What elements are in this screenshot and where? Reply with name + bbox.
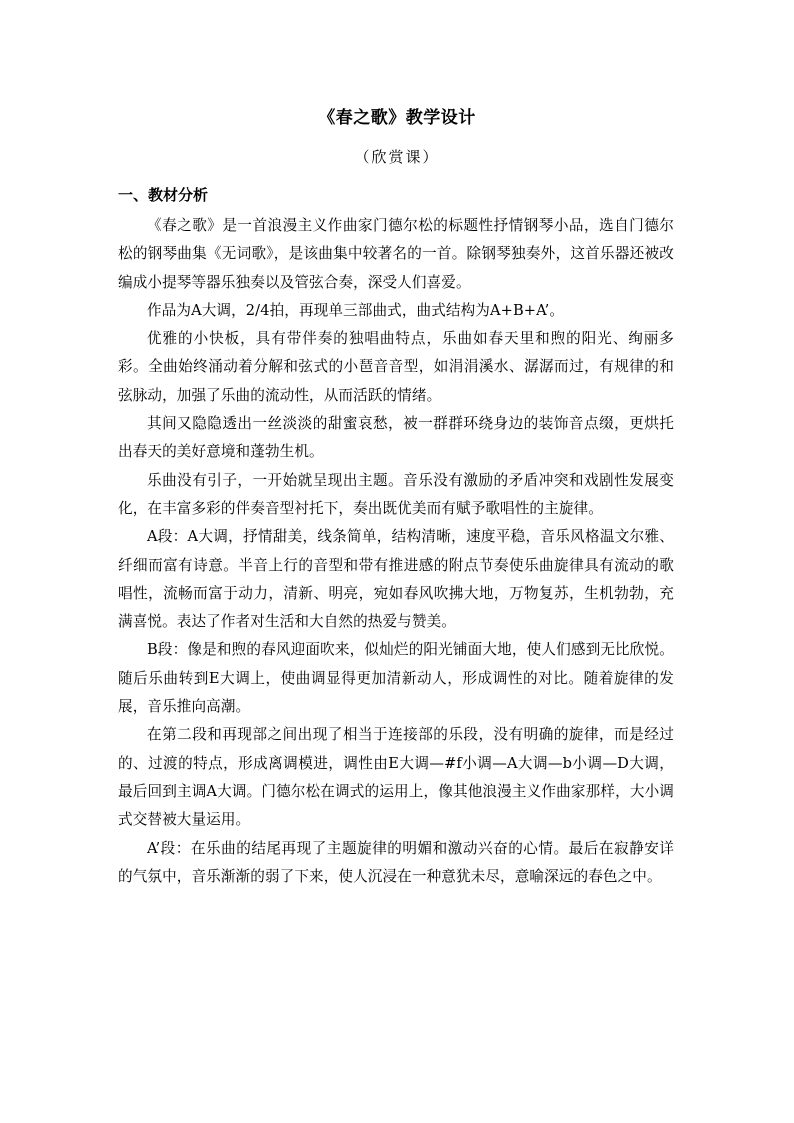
paragraph-section-a-prime: A’段：在乐曲的结尾再现了主题旋律的明媚和激动兴奋的心情。最后在寂静安详的气氛中，音乐渐渐的弱了下来，使人沉浸在一种意犹未尽，意喻深远的春色之中。 xyxy=(118,839,674,885)
paragraph-transition: 在第二段和再现部之间出现了相当于连接部的乐段，没有明确的旋律，而是经过的、过渡的特点，形成离调模进，调性由E大调—#f小调—A大调—b小调—D大调，最后回到主调A大调。门德尔松在调式的运用上，像其他浪漫主义作曲家那样，大小调式交替被大量运用。 xyxy=(118,726,674,829)
body-text xyxy=(118,212,674,891)
paragraph-theme: 乐曲没有引子，一开始就呈现出主题。音乐没有激励的矛盾冲突和戏剧性发展变化，在丰富多彩的伴奏音型衬托下，奏出既优美而有赋予歌唱性的主旋律。 xyxy=(118,471,674,517)
paragraph-key-meter: 作品为A大调，2/4拍，再现单三部曲式，曲式结构为A+B+A’。 xyxy=(147,301,565,319)
paragraph-intro: 《春之歌》是一首浪漫主义作曲家门德尔松的标题性抒情钢琴小品，选自门德尔松的钢琴曲集《无词歌》，是该曲集中较著名的一首。除钢琴独奏外，这首乐器还被改编成小提琴等器乐独奏以及管弦合奏，深受人们喜爱。 xyxy=(118,217,674,291)
document-title: 《春之歌》教学设计 xyxy=(318,108,476,128)
section-heading: 一、教材分析 xyxy=(118,186,209,204)
paragraph-section-a: A段：A大调，抒情甜美，线条简单，结构清晰，速度平稳，音乐风格温文尔雅、纤细而富有诗意。半音上行的音型和带有推进感的附点节奏使乐曲旋律具有流动的歌唱性，流畅而富于动力，清新、明亮，宛如春风吹拂大地，万物复苏，生机勃勃，充满喜悦。表达了作者对生活和大自然的热爱与赞美。 xyxy=(118,528,674,631)
paragraph-character: 优雅的小快板，具有带伴奏的独唱曲特点，乐曲如春天里和煦的阳光、绚丽多彩。全曲始终涌动着分解和弦式的小琶音音型，如涓涓溪水、潺潺而过，有规律的和弦脉动，加强了乐曲的流动性，从而活跃的情绪。 xyxy=(118,330,674,404)
document-subtitle: （欣赏课） xyxy=(354,148,440,166)
paragraph-section-b: B段：像是和煦的春风迎面吹来，似灿烂的阳光铺面大地，使人们感到无比欣悦。随后乐曲转到E大调上，使曲调显得更加清新动人，形成调性的对比。随着旋律的发展，音乐推向高潮。 xyxy=(118,641,674,716)
paragraph-ornament: 其间又隐隐透出一丝淡淡的甜蜜哀愁，被一群群环绕身边的装饰音点缀，更烘托出春天的美好意境和蓬勃生机。 xyxy=(118,415,674,461)
